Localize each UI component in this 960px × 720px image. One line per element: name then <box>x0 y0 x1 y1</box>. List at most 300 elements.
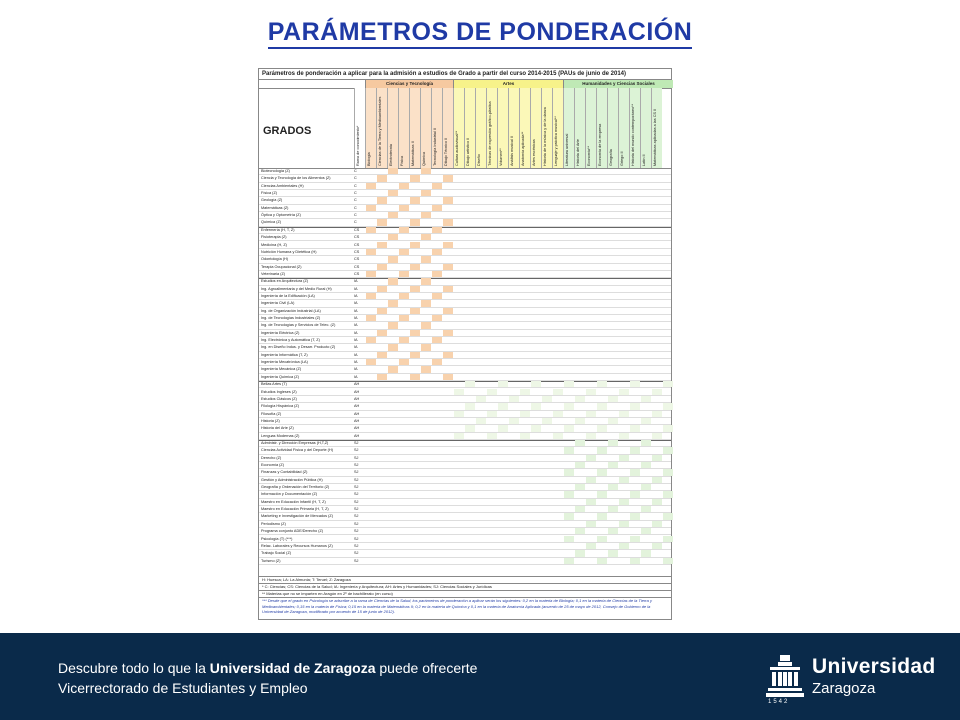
table-cell <box>410 212 420 218</box>
table-cell <box>586 491 596 497</box>
table-cell <box>586 477 596 483</box>
table-cell <box>663 455 673 461</box>
table-row <box>259 506 671 513</box>
table-row <box>259 389 671 396</box>
table-cell <box>553 396 563 402</box>
row-branch-label: IA <box>354 345 358 350</box>
table-cell <box>454 381 464 387</box>
table-cell <box>432 227 442 233</box>
table-cell <box>641 543 651 549</box>
table-cell <box>619 513 629 519</box>
table-cell <box>619 462 629 468</box>
table-cell <box>421 249 431 255</box>
table-cell <box>487 381 497 387</box>
table-cell <box>465 411 475 417</box>
row-degree-label: Historia (Z) <box>261 418 280 423</box>
table-cell <box>377 197 387 203</box>
table-cell <box>366 264 376 270</box>
table-cell <box>399 359 409 365</box>
table-row <box>259 433 671 440</box>
table-cell <box>399 205 409 211</box>
table-cell <box>432 344 442 350</box>
table-cell <box>421 264 431 270</box>
table-cell <box>432 190 442 196</box>
row-branch-label: CS <box>354 235 360 240</box>
table-cell <box>399 271 409 277</box>
table-cell <box>399 190 409 196</box>
table-cell <box>443 330 453 336</box>
table-title: Parámetros de ponderación a aplicar para la admisión a estudios de Grado a partir del curso 2014-2015 (PAUs de junio de 2014) <box>259 69 671 80</box>
table-cell <box>619 528 629 534</box>
table-cell <box>520 411 530 417</box>
table-cell <box>388 337 398 343</box>
table-cell <box>421 242 431 248</box>
row-branch-label: IA <box>354 279 358 284</box>
table-cell <box>575 433 585 439</box>
table-cell <box>366 352 376 358</box>
table-cell <box>476 418 486 424</box>
table-cell <box>509 411 519 417</box>
column-header: Tecnología Industrial II <box>431 88 442 168</box>
table-row <box>259 521 671 528</box>
table-cell <box>366 190 376 196</box>
table-cell <box>388 359 398 365</box>
table-cell <box>377 374 387 380</box>
table-cell <box>663 440 673 446</box>
table-row <box>259 308 671 315</box>
table-cell <box>586 447 596 453</box>
table-cell <box>641 528 651 534</box>
table-cell <box>421 183 431 189</box>
row-branch-label: AH <box>354 426 360 431</box>
table-cell <box>564 455 574 461</box>
table-cell <box>388 212 398 218</box>
table-cell <box>630 528 640 534</box>
table-cell <box>564 513 574 519</box>
row-branch-label: AH <box>354 396 360 401</box>
table-cell <box>586 550 596 556</box>
table-row <box>259 558 671 565</box>
table-cell <box>465 389 475 395</box>
table-cell <box>377 322 387 328</box>
table-cell <box>542 425 552 431</box>
row-degree-label: Periodismo (Z) <box>261 521 286 526</box>
table-cell <box>432 168 442 174</box>
column-header: Ciencias de la Tierra y Medioambientales <box>376 88 387 168</box>
table-cell <box>520 433 530 439</box>
table-cell <box>443 337 453 343</box>
table-row <box>259 411 671 418</box>
column-header: Lenguaje y práctica musical** <box>552 88 563 168</box>
table-cell <box>597 389 607 395</box>
table-cell <box>597 403 607 409</box>
table-cell <box>608 536 618 542</box>
table-cell <box>663 558 673 564</box>
table-cell <box>388 190 398 196</box>
table-cell <box>630 447 640 453</box>
footer-department: Vicerrectorado de Estudiantes y Empleo <box>58 680 308 696</box>
legend-line: ** Materias que no se imparten en Aragón en 2º de bachillerato (en curso) <box>259 590 671 597</box>
table-cell <box>619 543 629 549</box>
table-row <box>259 513 671 520</box>
table-cell <box>421 205 431 211</box>
table-cell <box>652 484 662 490</box>
table-cell <box>366 242 376 248</box>
table-cell <box>366 234 376 240</box>
table-row <box>259 183 671 190</box>
table-cell <box>487 425 497 431</box>
row-degree-label: Maestro en Educación Primaria (H, T, Z) <box>261 507 329 512</box>
table-cell <box>652 521 662 527</box>
table-cell <box>586 462 596 468</box>
table-cell <box>652 389 662 395</box>
table-cell <box>377 249 387 255</box>
table-cell <box>531 433 541 439</box>
row-degree-label: Ingeniería Mecánica (Z) <box>261 367 302 372</box>
column-header: Química <box>420 88 431 168</box>
table-cell <box>487 396 497 402</box>
row-degree-label: Psicología (T) (***) <box>261 536 293 541</box>
logo-text-universidad: Universidad <box>812 655 936 678</box>
row-degree-label: Nutrición Humana y Dietética (H) <box>261 249 317 254</box>
table-cell <box>421 308 431 314</box>
table-cell <box>366 212 376 218</box>
table-cell <box>399 344 409 350</box>
table-cell <box>597 411 607 417</box>
table-cell <box>388 234 398 240</box>
table-cell <box>498 425 508 431</box>
column-header: Electrotecnia <box>387 88 398 168</box>
column-header: Historia de la música y de la danza <box>541 88 552 168</box>
row-branch-label: IA <box>354 286 358 291</box>
table-cell <box>377 168 387 174</box>
row-degree-label: Marketing e Investigación de Mercados (Z) <box>261 514 333 519</box>
table-cell <box>377 205 387 211</box>
tower-emblem-icon <box>766 655 804 699</box>
table-cell <box>652 411 662 417</box>
table-cell <box>564 403 574 409</box>
table-cell <box>443 242 453 248</box>
legend-line: H: Huesca; LA: La Almunia; T: Teruel; Z: Zaragoza <box>259 576 671 583</box>
table-cell <box>575 469 585 475</box>
row-branch-label: AH <box>354 389 360 394</box>
row-branch-label: SJ <box>354 543 359 548</box>
table-cell <box>630 425 640 431</box>
table-row <box>259 491 671 498</box>
table-cell <box>619 411 629 417</box>
table-cell <box>388 293 398 299</box>
table-row <box>259 197 671 204</box>
table-cell <box>641 484 651 490</box>
table-cell <box>630 403 640 409</box>
table-cell <box>575 396 585 402</box>
table-cell <box>432 197 442 203</box>
table-cell <box>388 205 398 211</box>
row-degree-label: Ingeniería Química (Z) <box>261 374 299 379</box>
table-cell <box>443 175 453 181</box>
table-row <box>259 550 671 557</box>
table-cell <box>619 521 629 527</box>
table-cell <box>410 219 420 225</box>
table-cell <box>608 558 618 564</box>
table-cell <box>410 271 420 277</box>
row-branch-label: IA <box>354 301 358 306</box>
table-cell <box>575 484 585 490</box>
table-cell <box>509 396 519 402</box>
table-cell <box>575 403 585 409</box>
table-cell <box>410 183 420 189</box>
table-cell <box>377 227 387 233</box>
row-branch-label: C <box>354 191 357 196</box>
table-cell <box>641 440 651 446</box>
table-cell <box>399 308 409 314</box>
table-cell <box>421 168 431 174</box>
table-cell <box>465 425 475 431</box>
table-cell <box>663 484 673 490</box>
column-header: Artes escénicas <box>530 88 541 168</box>
table-cell <box>377 315 387 321</box>
legend-line: * C: Ciencias; CS: Ciencias de la Salud; IA: Ingeniería y Arquitectura; AH: Artes y Humanidades; SJ: Ciencias Sociales y Jurídicas <box>259 583 671 590</box>
table-cell <box>641 558 651 564</box>
table-cell <box>630 381 640 387</box>
row-branch-label: SJ <box>354 448 359 453</box>
table-cell <box>443 300 453 306</box>
table-cell <box>630 396 640 402</box>
table-cell <box>608 389 618 395</box>
table-cell <box>619 389 629 395</box>
footer-tagline-pre: Descubre todo lo que la <box>58 660 210 676</box>
table-cell <box>575 425 585 431</box>
table-cell <box>575 411 585 417</box>
footer-tagline-bold: Universidad de Zaragoza <box>209 660 376 676</box>
row-branch-label: SJ <box>354 536 359 541</box>
table-cell <box>388 271 398 277</box>
table-cell <box>377 219 387 225</box>
column-header: Historia del Arte <box>574 88 585 168</box>
table-cell <box>542 411 552 417</box>
table-cell <box>586 418 596 424</box>
table-row <box>259 484 671 491</box>
row-branch-label: C <box>354 176 357 181</box>
table-cell <box>366 322 376 328</box>
table-cell <box>520 396 530 402</box>
table-cell <box>454 418 464 424</box>
table-cell <box>531 403 541 409</box>
table-cell <box>410 278 420 284</box>
row-degree-label: Filosofía (Z) <box>261 411 282 416</box>
row-branch-label: CS <box>354 227 360 232</box>
table-cell <box>597 543 607 549</box>
table-cell <box>663 477 673 483</box>
table-cell <box>641 403 651 409</box>
table-cell <box>498 389 508 395</box>
column-header: Historia del mundo contemporáneo** <box>629 88 640 168</box>
table-cell <box>377 352 387 358</box>
table-cell <box>377 175 387 181</box>
table-cell <box>586 469 596 475</box>
table-cell <box>465 396 475 402</box>
table-cell <box>597 536 607 542</box>
table-cell <box>443 308 453 314</box>
row-branch-label: C <box>354 220 357 225</box>
table-cell <box>597 425 607 431</box>
table-cell <box>652 528 662 534</box>
table-cell <box>388 227 398 233</box>
table-cell <box>443 227 453 233</box>
table-cell <box>487 403 497 409</box>
table-cell <box>630 491 640 497</box>
table-cell <box>366 278 376 284</box>
row-degree-label: Estudios Clásicos (Z) <box>261 396 297 401</box>
table-cell <box>663 543 673 549</box>
table-cell <box>399 175 409 181</box>
table-cell <box>663 499 673 505</box>
table-cell <box>388 366 398 372</box>
table-cell <box>641 433 651 439</box>
row-branch-label: C <box>354 198 357 203</box>
table-cell <box>421 322 431 328</box>
column-header: Anatomía aplicada** <box>519 88 530 168</box>
table-cell <box>575 558 585 564</box>
table-cell <box>564 536 574 542</box>
table-cell <box>498 418 508 424</box>
table-cell <box>366 219 376 225</box>
table-cell <box>498 396 508 402</box>
table-cell <box>432 264 442 270</box>
table-cell <box>542 418 552 424</box>
table-cell <box>575 550 585 556</box>
row-branch-label: SJ <box>354 477 359 482</box>
table-cell <box>586 440 596 446</box>
table-cell <box>652 403 662 409</box>
table-cell <box>520 389 530 395</box>
row-degree-label: Ing. en Diseño Indus. y Desarr. Producto (Z) <box>261 345 336 350</box>
table-cell <box>443 359 453 365</box>
table-row <box>259 477 671 484</box>
table-cell <box>575 381 585 387</box>
table-cell <box>432 337 442 343</box>
table-row <box>259 271 671 278</box>
table-cell <box>586 499 596 505</box>
table-cell <box>388 315 398 321</box>
table-cell <box>366 168 376 174</box>
column-header: Diseño <box>475 88 486 168</box>
row-degree-label: Derecho (Z) <box>261 455 282 460</box>
table-cell <box>443 344 453 350</box>
table-cell <box>663 491 673 497</box>
table-cell <box>597 396 607 402</box>
table-cell <box>432 219 442 225</box>
table-cell <box>410 300 420 306</box>
table-cell <box>410 315 420 321</box>
table-cell <box>377 234 387 240</box>
row-degree-label: Estudios en Arquitectura (Z) <box>261 279 309 284</box>
table-cell <box>608 528 618 534</box>
table-row <box>259 418 671 425</box>
table-cell <box>498 403 508 409</box>
table-cell <box>542 389 552 395</box>
table-cell <box>377 293 387 299</box>
table-cell <box>509 425 519 431</box>
table-row <box>259 352 671 359</box>
table-cell <box>564 469 574 475</box>
table-cell <box>476 425 486 431</box>
table-cell <box>388 219 398 225</box>
table-cell <box>652 543 662 549</box>
table-cell <box>608 396 618 402</box>
table-cell <box>476 396 486 402</box>
table-cell <box>641 513 651 519</box>
table-cell <box>608 403 618 409</box>
table-cell <box>366 330 376 336</box>
table-cell <box>641 418 651 424</box>
table-row <box>259 425 671 432</box>
table-cell <box>410 190 420 196</box>
table-cell <box>476 403 486 409</box>
row-degree-label: Óptica y Optometría (Z) <box>261 213 301 218</box>
row-branch-label: SJ <box>354 529 359 534</box>
table-cell <box>432 359 442 365</box>
footer-bar <box>0 633 960 720</box>
table-cell <box>443 256 453 262</box>
row-degree-label: Terapia Ocupacional (Z) <box>261 264 302 269</box>
table-cell <box>641 389 651 395</box>
table-cell <box>663 396 673 402</box>
table-cell <box>454 389 464 395</box>
table-cell <box>630 521 640 527</box>
table-cell <box>564 381 574 387</box>
table-cell <box>586 513 596 519</box>
table-cell <box>564 491 574 497</box>
table-cell <box>399 249 409 255</box>
row-degree-label: Administr. y Dirección Empresas (H,T,Z) <box>261 440 329 445</box>
table-row <box>259 227 671 234</box>
table-cell <box>366 366 376 372</box>
table-cell <box>652 462 662 468</box>
table-cell <box>586 433 596 439</box>
table-cell <box>443 219 453 225</box>
row-branch-label: IA <box>354 374 358 379</box>
table-cell <box>564 447 574 453</box>
table-cell <box>608 381 618 387</box>
table-cell <box>586 425 596 431</box>
table-cell <box>608 499 618 505</box>
row-branch-label: SJ <box>354 463 359 467</box>
table-cell <box>410 249 420 255</box>
table-cell <box>597 491 607 497</box>
table-cell <box>432 330 442 336</box>
row-degree-label: Geología (Z) <box>261 198 283 203</box>
table-cell <box>432 212 442 218</box>
table-cell <box>377 183 387 189</box>
row-degree-label: Enfermería (H, T, Z) <box>261 227 295 232</box>
table-cell <box>575 536 585 542</box>
table-cell <box>630 440 640 446</box>
table-cell <box>388 183 398 189</box>
table-cell <box>564 550 574 556</box>
table-row <box>259 381 671 388</box>
row-degree-label: Veterinaria (Z) <box>261 271 286 276</box>
university-logo <box>762 653 936 711</box>
column-headers <box>259 88 671 169</box>
table-cell <box>641 506 651 512</box>
table-cell <box>663 462 673 468</box>
table-cell <box>443 205 453 211</box>
table-cell <box>498 411 508 417</box>
table-cell <box>388 242 398 248</box>
row-branch-label: AH <box>354 418 360 423</box>
table-cell <box>619 499 629 505</box>
